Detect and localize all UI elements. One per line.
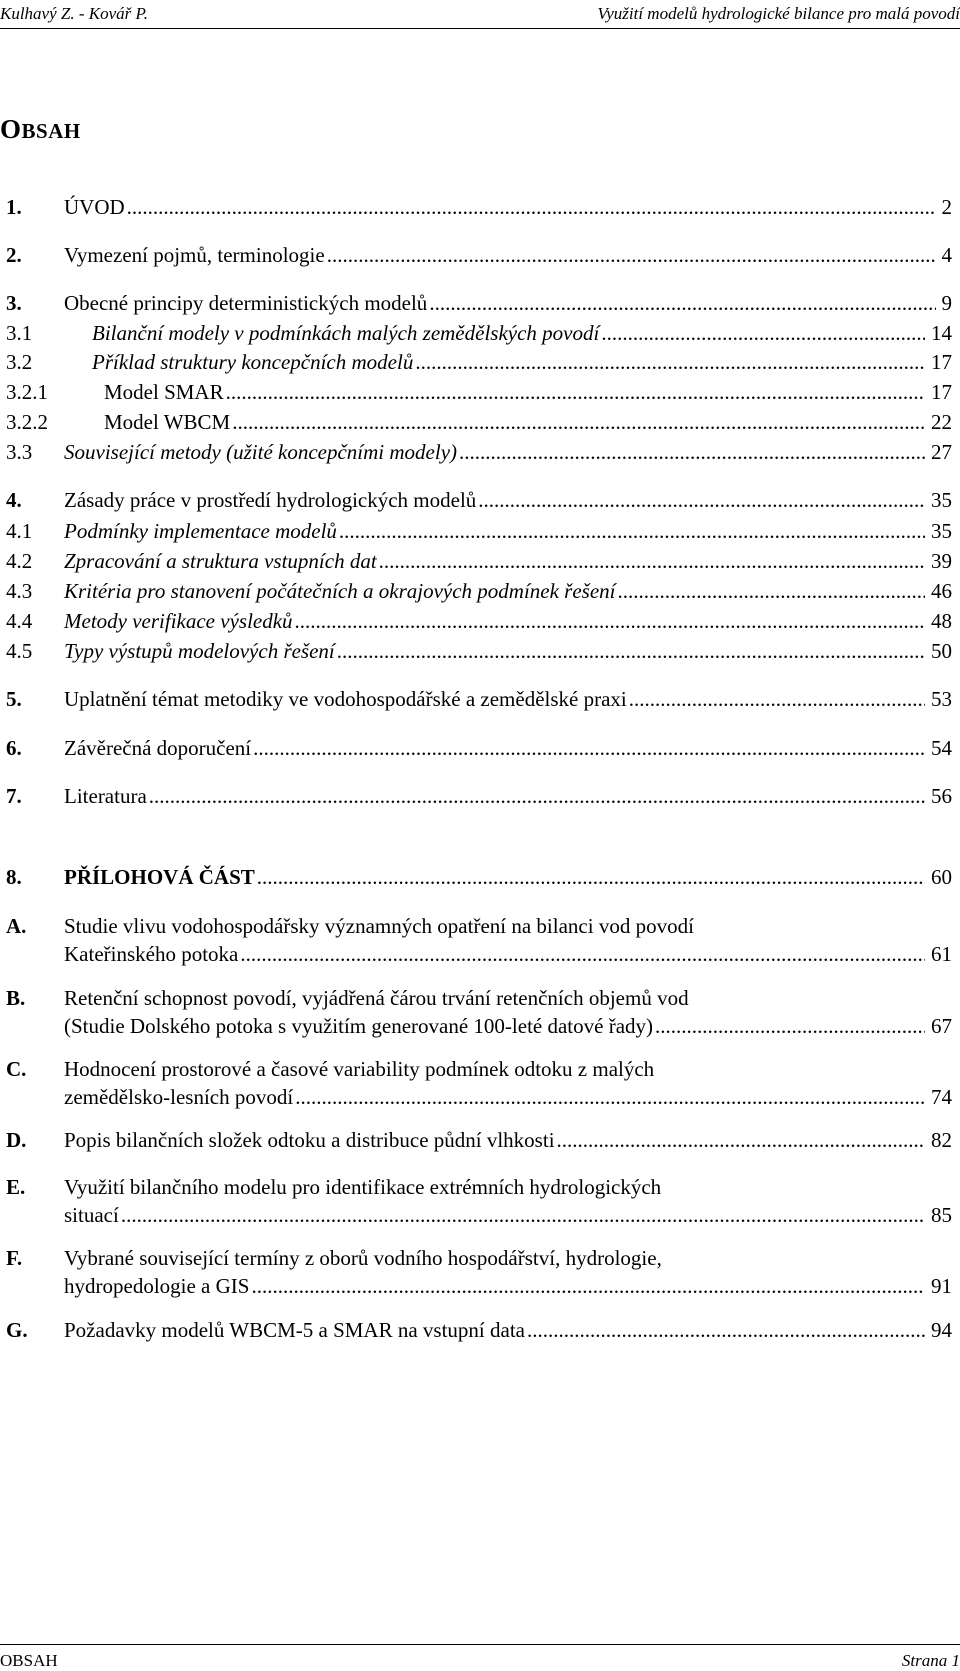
header-authors: Kulhavý Z. - Kovář P. [0, 4, 148, 23]
toc-entry-number: C. [6, 1057, 27, 1081]
toc-entry-title: Model SMAR [104, 380, 224, 404]
toc-entry-title: Model WBCM [104, 410, 231, 434]
toc-leader-dots [601, 321, 925, 346]
toc-entry-number: 3.1 [6, 321, 33, 345]
toc-entry-title: Bilanční modely v podmínkách malých zemědělských povodí [92, 321, 600, 345]
toc-entry-number: 3.2.2 [6, 410, 48, 434]
toc-entry-page: 46 [931, 579, 952, 603]
toc-leader-dots [295, 1085, 925, 1110]
toc-entry-page: 67 [931, 1014, 952, 1038]
toc-entry-page: 82 [931, 1128, 952, 1152]
footer-section: OBSAH [0, 1651, 58, 1670]
toc-entry-title: zemědělsko-lesních povodí [64, 1085, 294, 1109]
toc-entry-page: 39 [931, 549, 952, 573]
toc-leader-dots [337, 639, 925, 664]
toc-entry-page: 9 [941, 291, 952, 315]
toc-entry-page: 56 [931, 784, 952, 808]
toc-leader-dots [257, 865, 925, 890]
toc-entry-title: Uplatnění témat metodiky ve vodohospodářské a zemědělské praxi [64, 687, 627, 711]
toc-leader-dots [478, 488, 925, 513]
toc-entry-title: Podmínky implementace modelů [64, 519, 337, 543]
toc-entry-number: 4.3 [6, 579, 33, 603]
toc-entry-title: situací [64, 1203, 119, 1227]
header-document-title: Využití modelů hydrologické bilance pro malá povodí [597, 4, 960, 23]
toc-entry-number: 8. [6, 865, 22, 889]
toc-entry-title: Kritéria pro stanovení počátečních a okrajových podmínek řešení [64, 579, 616, 603]
toc-entry-page: 60 [931, 865, 952, 889]
toc-entry-number: 2. [6, 243, 22, 267]
toc-entry-title: Obecné principy deterministických modelů [64, 291, 428, 315]
toc-entry-title: Závěrečná doporučení [64, 736, 252, 760]
toc-leader-dots [121, 1203, 925, 1228]
toc-entry-number: G. [6, 1318, 28, 1342]
toc-entry-page: 35 [931, 488, 952, 512]
toc-entry-title: ÚVOD [64, 195, 125, 219]
toc-leader-dots [240, 942, 925, 967]
toc-entry-title: Příklad struktury koncepčních modelů [92, 350, 414, 374]
toc-entry-number: D. [6, 1128, 27, 1152]
page-title-initial: O [0, 114, 22, 144]
toc-entry-number: A. [6, 914, 27, 938]
toc-entry-title: Typy výstupů modelových řešení [64, 639, 335, 663]
page-title-rest: BSAH [21, 119, 81, 143]
toc-entry-title: Popis bilančních složek odtoku a distribuce půdní vlhkosti [64, 1128, 555, 1152]
toc-entry-number: 3.2.1 [6, 380, 48, 404]
toc-entry-page: 2 [941, 195, 952, 219]
toc-entry-title: PŘÍLOHOVÁ ČÁST [64, 865, 255, 889]
toc-entry-number: 6. [6, 736, 22, 760]
toc-entry-page: 17 [931, 350, 952, 374]
toc-entry-title: Metody verifikace výsledků [64, 609, 293, 633]
toc-leader-dots [379, 549, 925, 574]
toc-leader-dots [149, 784, 925, 809]
toc-entry-title: (Studie Dolského potoka s využitím generované 100-leté datové řady) [64, 1014, 654, 1038]
toc-entry-page: 17 [931, 380, 952, 404]
toc-entry-number: 4. [6, 488, 22, 512]
footer-page-number: Strana 1 [901, 1651, 960, 1670]
toc-entry-title-line: Využití bilančního modelu pro identifikace extrémních hydrologických [64, 1175, 662, 1199]
page-footer [0, 1644, 960, 1669]
toc-leader-dots [232, 410, 925, 435]
toc-entry-page: 50 [931, 639, 952, 663]
toc-entry-title: Související metody (užité koncepčními modely) [64, 440, 458, 464]
toc-leader-dots [327, 243, 936, 268]
toc-entry-title-line: Hodnocení prostorové a časové variability podmínek odtoku z malých [64, 1057, 655, 1081]
toc-entry-number: 7. [6, 784, 22, 808]
toc-entry-title: Vymezení pojmů, terminologie [64, 243, 325, 267]
toc-entry-page: 48 [931, 609, 952, 633]
toc-entry-number: 1. [6, 195, 22, 219]
toc-entry-title: Zásady práce v prostředí hydrologických modelů [64, 488, 477, 512]
toc-entry-title: Kateřinského potoka [64, 942, 239, 966]
toc-entry-page: 27 [931, 440, 952, 464]
toc-entry-page: 61 [931, 942, 952, 966]
toc-leader-dots [415, 350, 925, 375]
toc-entry-number: 4.2 [6, 549, 33, 573]
toc-entry-page: 94 [931, 1318, 952, 1342]
toc-entry-title: hydropedologie a GIS [64, 1274, 250, 1298]
toc-entry-page: 14 [931, 321, 952, 345]
toc-entry-number: 3.2 [6, 350, 33, 374]
toc-entry-page: 53 [931, 687, 952, 711]
toc-entry-title-line: Retenční schopnost povodí, vyjádřená čárou trvání retenčních objemů vod [64, 986, 689, 1010]
toc-entry-title: Požadavky modelů WBCM-5 a SMAR na vstupní data [64, 1318, 525, 1342]
toc-leader-dots [127, 195, 936, 220]
toc-leader-dots [226, 380, 925, 405]
toc-leader-dots [251, 1274, 925, 1299]
toc-entry-number: 4.1 [6, 519, 33, 543]
toc-entry-page: 74 [931, 1085, 952, 1109]
toc-entry-number: B. [6, 986, 26, 1010]
toc-entry-page: 54 [931, 736, 952, 760]
toc-entry-page: 91 [931, 1274, 952, 1298]
toc-leader-dots [629, 687, 925, 712]
toc-entry-title: Literatura [64, 784, 147, 808]
toc-leader-dots [459, 440, 925, 465]
toc-leader-dots [655, 1014, 925, 1039]
toc-entry-number: 4.4 [6, 609, 33, 633]
toc-entry-page: 35 [931, 519, 952, 543]
toc-leader-dots [295, 609, 925, 634]
toc-entry-number: 4.5 [6, 639, 33, 663]
toc-leader-dots [429, 291, 935, 316]
toc-entry-number: 3. [6, 291, 22, 315]
toc-leader-dots [618, 579, 925, 604]
toc-entry-number: F. [6, 1246, 23, 1270]
toc-entry-page: 4 [941, 243, 952, 267]
toc-entry-number: 5. [6, 687, 22, 711]
toc-leader-dots [339, 519, 925, 544]
toc-entry-title-line: Studie vlivu vodohospodářsky významných opatření na bilanci vod povodí [64, 914, 694, 938]
toc-entry-page: 22 [931, 410, 952, 434]
toc-leader-dots [253, 736, 925, 761]
toc-entry-page: 85 [931, 1203, 952, 1227]
toc-leader-dots [527, 1318, 925, 1343]
toc-leader-dots [557, 1128, 925, 1153]
toc-entry-title-line: Vybrané související termíny z oborů vodního hospodářství, hydrologie, [64, 1246, 662, 1270]
toc-entry-number: E. [6, 1175, 26, 1199]
toc-entry-title: Zpracování a struktura vstupních dat [64, 549, 377, 573]
toc-entry-number: 3.3 [6, 440, 33, 464]
